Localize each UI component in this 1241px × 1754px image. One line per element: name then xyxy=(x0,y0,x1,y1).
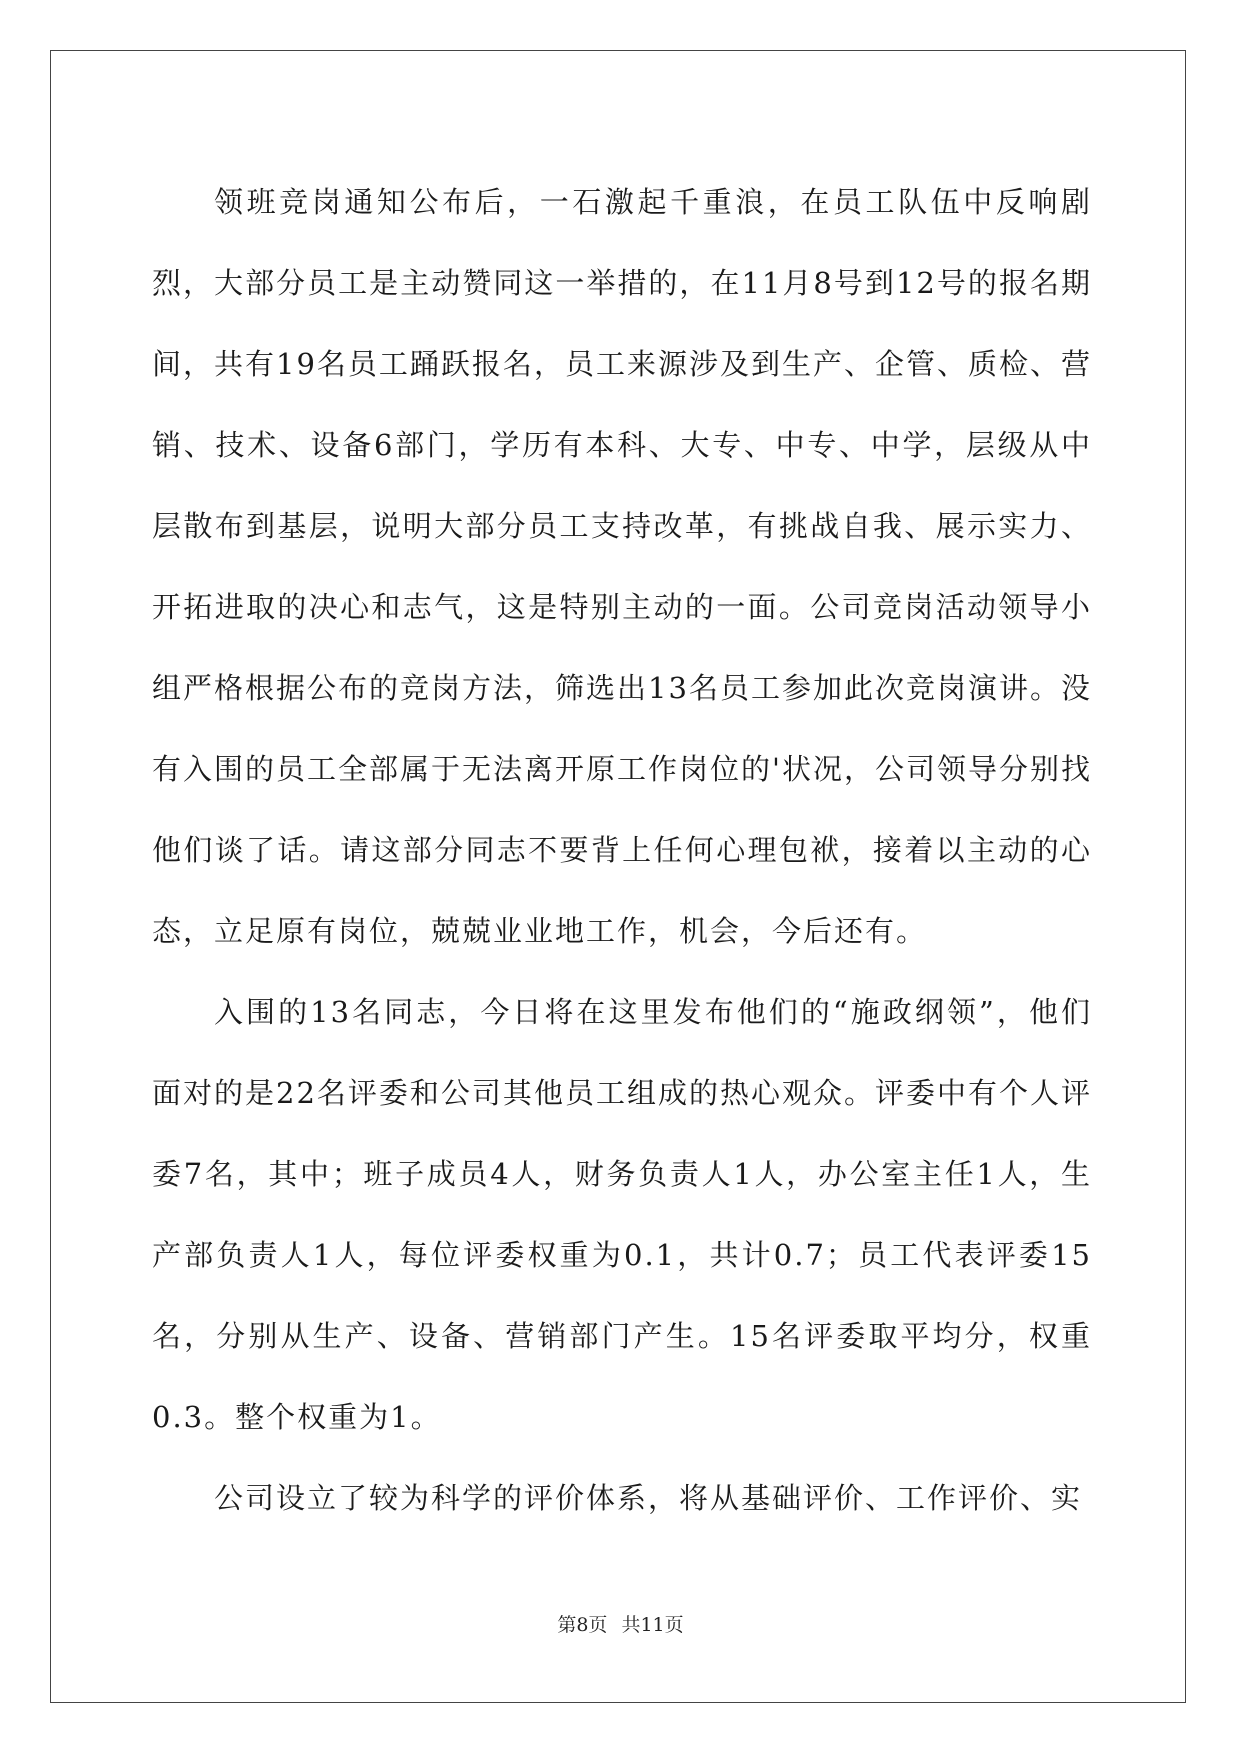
paragraph-1: 领班竞岗通知公布后，一石激起千重浪，在员工队伍中反响剧烈，大部分员工是主动赞同这一举措的，在11月8号到12号的报名期间，共有19名员工踊跃报名，员工来源涉及到生产、企管、质检、营销、技术、设备6部门，学历有本科、大专、中专、中学，层级从中层散布到基层，说明大部分员工支持改革，有挑战自我、展示实力、开拓进取的决心和志气，这是特别主动的一面。公司竞岗活动领导小组严格根据公布的竞岗方法，筛选出13名员工参加此次竞岗演讲。没有入围的员工全部属于无法离开原工作岗位的'状况，公司领导分别找他们谈了话。请这部分同志不要背上任何心理包袱，接着以主动的心态，立足原有岗位，兢兢业业地工作，机会，今后还有。 xyxy=(152,185,1092,948)
page-number: 第8页 xyxy=(557,1614,608,1636)
document-body xyxy=(152,162,1092,1539)
page-total: 共11页 xyxy=(621,1614,684,1636)
paragraph-3: 公司设立了较为科学的评价体系，将从基础评价、工作评价、实 xyxy=(214,1481,1083,1515)
page-footer xyxy=(0,1610,1241,1637)
paragraph-2: 入围的13名同志，今日将在这里发布他们的“施政纲领”，他们面对的是22名评委和公司其他员工组成的热心观众。评委中有个人评委7名，其中；班子成员4人，财务负责人1人，办公室主任1人，生产部负责人1人，每位评委权重为0.1，共计0.7；员工代表评委15名，分别从生产、设备、营销部门产生。15名评委取平均分，权重0.3。整个权重为1。 xyxy=(152,995,1092,1434)
